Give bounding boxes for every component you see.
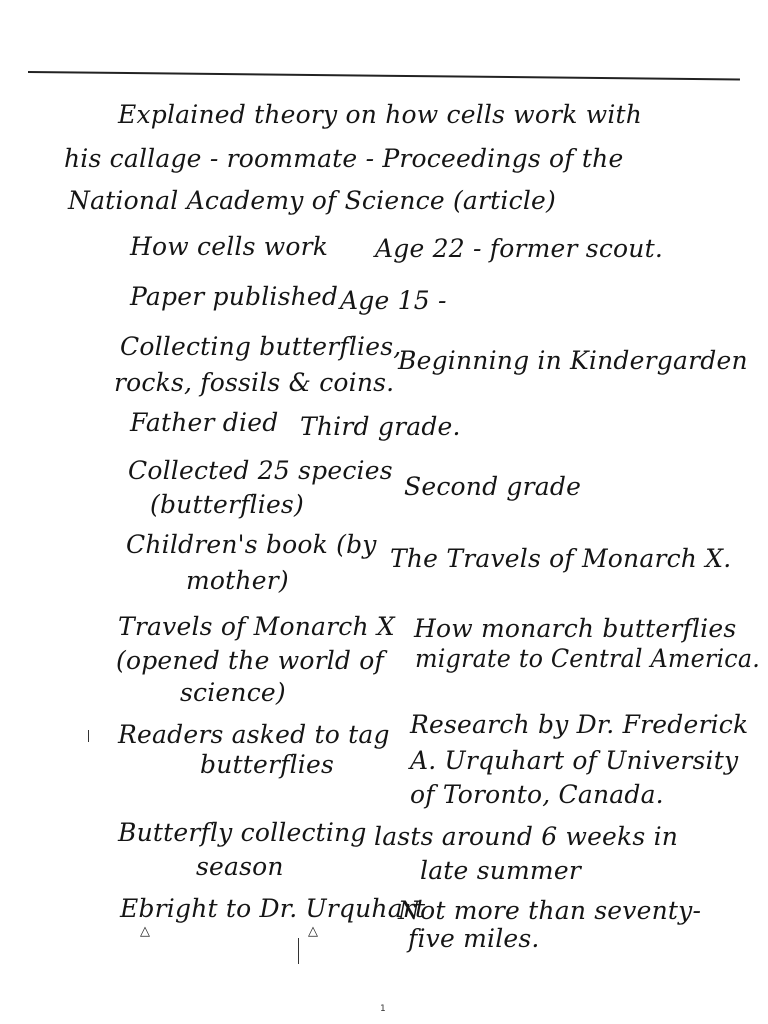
note-right: Research by Dr. Frederick xyxy=(410,710,749,739)
note-right-line-2: five miles. xyxy=(408,924,540,953)
triangle-mark-icon: △ xyxy=(140,924,150,939)
note-right: Third grade. xyxy=(300,412,461,441)
note-left-line-2: (butterflies) xyxy=(150,490,304,519)
note-right-line-2: late summer xyxy=(420,856,581,885)
pen-stroke xyxy=(298,938,299,964)
note-left-line-2: butterflies xyxy=(200,750,335,779)
note-left: Collected 25 species xyxy=(128,456,393,485)
note-left: Collecting butterflies, xyxy=(120,332,402,361)
note-left-line-2: (opened the world of xyxy=(116,646,384,675)
pen-stroke xyxy=(88,730,89,742)
note-left: How cells work xyxy=(130,232,329,261)
note-left: Readers asked to tag xyxy=(118,720,390,749)
page-number: 1 xyxy=(380,1004,386,1014)
note-right: The Travels of Monarch X. xyxy=(390,544,732,573)
top-rule xyxy=(28,71,740,80)
note-right: lasts around 6 weeks in xyxy=(374,822,679,851)
note-left: Paper published xyxy=(130,282,339,311)
note-left-line-2: mother) xyxy=(186,566,289,595)
intro-line-2: his callage - roommate - Proceedings of the xyxy=(64,144,624,173)
note-right-line-2: A. Urquhart of University xyxy=(410,746,739,775)
note-left-line-3: science) xyxy=(180,678,286,707)
note-left: Children's book (by xyxy=(126,530,377,559)
note-right: Second grade xyxy=(404,472,582,501)
note-right: Age 22 - former scout. xyxy=(375,234,663,263)
note-left: Travels of Monarch X xyxy=(118,612,395,641)
note-right: Beginning in Kindergarden xyxy=(398,346,748,375)
note-left: Butterfly collecting xyxy=(118,818,367,847)
note-right: Age 15 - xyxy=(340,286,447,315)
intro-line-3: National Academy of Science (article) xyxy=(68,186,556,215)
note-left-line-2: season xyxy=(196,852,284,881)
note-left: Ebright to Dr. Urquhart xyxy=(120,894,426,923)
note-right-line-2: migrate to Central America. xyxy=(415,644,761,673)
intro-line-1: Explained theory on how cells work with xyxy=(118,100,643,129)
note-right-line-3: of Toronto, Canada. xyxy=(410,780,664,809)
note-left-line-2: rocks, fossils & coins. xyxy=(114,368,395,397)
triangle-mark-icon: △ xyxy=(308,924,318,939)
note-right: How monarch butterflies xyxy=(414,614,737,643)
note-left: Father died xyxy=(130,408,279,437)
note-right: Not more than seventy- xyxy=(398,896,702,925)
